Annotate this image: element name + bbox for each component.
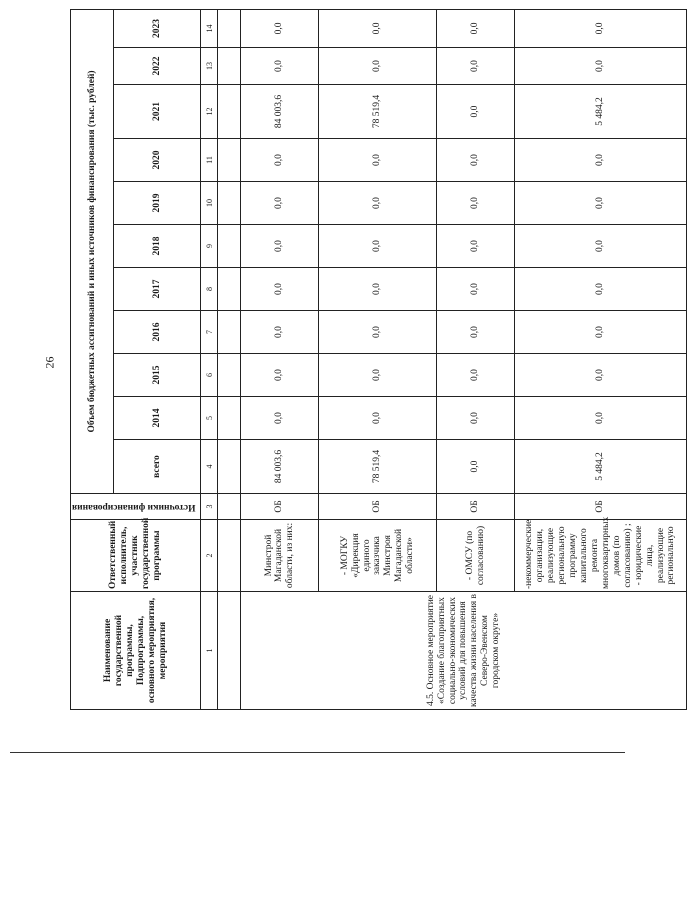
year-cell: 0,0 [515,268,687,311]
header-year: 2018 [114,225,201,268]
col-index: 12 [201,85,218,139]
activity-name: 4.5. Основное мероприятие «Создание благоприятных социально-экономических условий для повышения качества жизни населения в Северо-Эвенском городском округе» [241,592,687,710]
col-index: 13 [201,48,218,85]
year-cell: 0,0 [437,268,515,311]
total-cell: 5 484,2 [515,440,687,494]
year-cell: 0,0 [319,139,437,182]
year-cell: 0,0 [437,9,515,47]
col-index: 14 [201,9,218,47]
year-cell: 0,0 [515,139,687,182]
year-cell: 0,0 [319,48,437,85]
source-cell: ОБ [437,494,515,520]
header-total: всего [114,440,201,494]
source-cell: ОБ [515,494,687,520]
year-cell: 0,0 [515,397,687,440]
year-cell: 0,0 [241,397,319,440]
year-cell: 0,0 [319,182,437,225]
source-cell: ОБ [241,494,319,520]
rotated-table-container [70,10,677,710]
year-cell: 0,0 [515,182,687,225]
header-year: 2017 [114,268,201,311]
year-cell: 0,0 [241,9,319,47]
total-cell: 78 519,4 [319,440,437,494]
year-cell: 0,0 [241,354,319,397]
year-cell: 0,0 [437,139,515,182]
executor-cell: - ОМСУ (по согласованию) [437,520,515,592]
year-cell: 78 519,4 [319,85,437,139]
total-cell: 0,0 [437,440,515,494]
col-index: 4 [201,440,218,494]
col-index: 8 [201,268,218,311]
year-cell: 0,0 [241,311,319,354]
col-index: 11 [201,139,218,182]
year-cell: 0,0 [515,354,687,397]
executor-cell: - МОГКУ «Дирекция единого заказчика Минстроя Магаданской области» [319,520,437,592]
header-name: Наименование государственной программы, Подпрограммы, основного мероприятия, мероприятия [71,592,201,710]
year-cell: 0,0 [319,397,437,440]
year-cell: 0,0 [437,354,515,397]
header-source-cell [71,494,201,520]
year-cell: 0,0 [515,311,687,354]
header-year: 2021 [114,85,201,139]
year-cell: 0,0 [241,225,319,268]
header-row-top [71,9,114,709]
column-index-row [201,9,218,709]
header-year: 2016 [114,311,201,354]
year-cell: 0,0 [319,268,437,311]
header-executor: Ответственный исполнитель, участник государственной программы [71,520,201,592]
year-cell: 0,0 [437,311,515,354]
year-cell: 0,0 [241,182,319,225]
col-index: 5 [201,397,218,440]
year-cell: 0,0 [319,225,437,268]
year-cell: 0,0 [241,139,319,182]
header-year: 2023 [114,9,201,47]
header-year: 2020 [114,139,201,182]
year-cell: 5 484,2 [515,85,687,139]
financing-table [70,9,687,710]
col-index: 7 [201,311,218,354]
executor-cell: -некоммерческие организации, реализующие региональную программу капитального ремонта многоквартирных домов (по согласованию) ; - юридические лица, реализующие региональную [515,520,687,592]
year-cell: 0,0 [319,9,437,47]
col-index: 2 [201,520,218,592]
page-number: 26 [42,356,57,369]
col-index: 9 [201,225,218,268]
total-cell: 84 003,6 [241,440,319,494]
year-cell: 0,0 [241,268,319,311]
year-cell: 0,0 [437,85,515,139]
source-cell: ОБ [319,494,437,520]
year-cell: 0,0 [437,48,515,85]
header-year: 2014 [114,397,201,440]
financing-table-sheet [70,10,677,710]
year-cell: 0,0 [319,354,437,397]
year-cell: 0,0 [515,48,687,85]
col-index: 10 [201,182,218,225]
header-volume: Объем бюджетных ассигнований и иных источников финансирования (тыс. рублей) [71,9,114,493]
year-cell: 0,0 [437,397,515,440]
year-cell: 0,0 [437,225,515,268]
year-cell: 0,0 [437,182,515,225]
executor-cell: Минстрой Магаданской области, из них: [241,520,319,592]
empty-row [218,9,241,709]
header-source: Источники финансирования [72,501,196,512]
year-cell: 0,0 [515,225,687,268]
year-cell: 0,0 [515,9,687,47]
page-divider-line [10,752,625,753]
year-cell: 0,0 [319,311,437,354]
header-year: 2022 [114,48,201,85]
year-cell: 0,0 [241,48,319,85]
year-cell: 84 003,6 [241,85,319,139]
header-year: 2019 [114,182,201,225]
header-year: 2015 [114,354,201,397]
col-index: 3 [201,494,218,520]
col-index: 1 [201,592,218,710]
table-row [241,9,319,709]
col-index: 6 [201,354,218,397]
